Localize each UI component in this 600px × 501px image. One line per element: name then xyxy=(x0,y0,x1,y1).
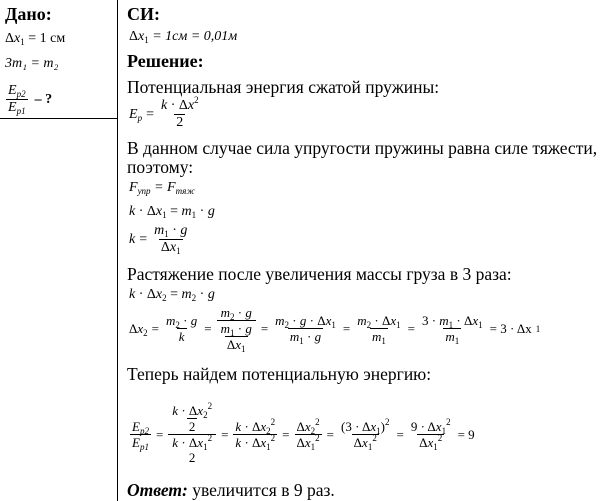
given-mass-relation: 3m₁ = m₂ xyxy=(5,56,59,71)
formula-force-balance: $F_{упр} = F_{тяж}$ xyxy=(129,180,195,196)
vertical-divider xyxy=(117,0,118,501)
formula-dx2-chain: $\Delta x_2$ = $\frac{m_2 \cdot g}{k}$ = $\frac{m_2 \cdot g}{\frac{m_1 \cdot g}{\Delta x_1}}$ = $\frac{m_2 \cdot g \cdot \Delta x_1}{m_1 \cdot g}$ = $\frac{m_2 \cdot \Delta x_1}{m_1}$ = $\frac{3 \cdot m_1 \cdot \Delta x_1}{m_1}$ = 3 · Δx 1 xyxy=(129,305,541,354)
solution-line-2a: В данном случае сила упругости пружины равна силе тяжести, xyxy=(127,138,598,158)
si-header: СИ: xyxy=(127,4,160,24)
answer-label: Ответ: xyxy=(127,480,188,500)
solution-line-3: Растяжение после увеличения массы груза в 3 раза: xyxy=(127,264,512,284)
question-mark: – ? xyxy=(34,91,53,107)
given-question xyxy=(5,84,52,115)
solution-line-2b: поэтому: xyxy=(127,157,194,177)
formula-k: k = $\frac{m_1 \cdot g}{\Delta x_1}$ xyxy=(129,223,188,256)
solution-header: Решение: xyxy=(127,51,204,71)
formula-hooke-1: $k \cdot \Delta x_1 = m_1 \cdot g$ xyxy=(129,204,215,220)
solution-line-1: Потенциальная энергия сжатой пружины: xyxy=(127,77,440,97)
energy-ratio-fraction: $\frac{E_{p2}}{E_{p1}}$ xyxy=(8,83,26,116)
given-dx1-value: = 1 см xyxy=(28,31,66,46)
answer-text: увеличится в 9 раз. xyxy=(192,480,335,500)
given-divider xyxy=(0,118,118,119)
formula-potential-energy: $E_p$ = $\frac{k \cdot \Delta x^2}{2}$ xyxy=(129,95,199,130)
formula-energy-ratio-chain: $\frac{E_{p2}}{E_{p1}}$ = $\frac{k \cdot \Delta x_2^2}{2}$ $k \cdot \Delta x_1^2$ 2 = $\frac{k \cdot \Delta x_2^2}{k \cdot \Delta x_1^2}$ = $\frac{\Delta x_2^2}{\Delta x_1^2}$ = $\frac{(3 \cdot \Delta x_1)^2}{\Delta x_1^2}$ = $\frac{9 \cdot \Delta x_1^2}{\Delta x_1^2}$ = 9 xyxy=(132,401,475,465)
solution-line-4: Теперь найдем потенциальную энергию: xyxy=(127,364,432,384)
si-conversion: $\Delta x_1 = 1см = 0,01м$ xyxy=(129,29,238,45)
formula-hooke-2: $k \cdot \Delta x_2 = m_2 \cdot g$ xyxy=(129,287,215,303)
si-conversion-value: = 1см = 0,01м xyxy=(152,29,238,44)
given-dx1: $\Delta x_1 = 1$ см xyxy=(5,31,66,47)
given-header: Дано: xyxy=(5,4,52,24)
answer-line xyxy=(127,482,335,500)
